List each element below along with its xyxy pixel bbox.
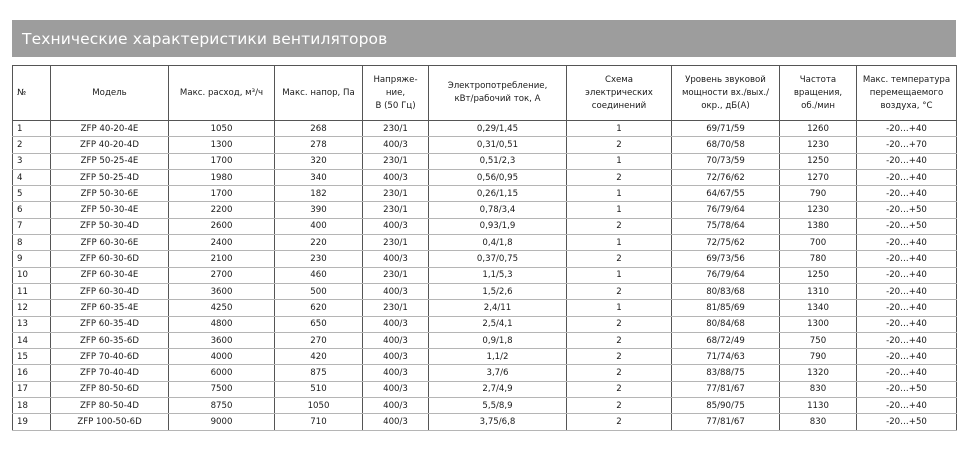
table-row (13, 121, 957, 137)
cell-sound: 72/76/62 (672, 169, 780, 185)
cell-max-flow: 3600 (169, 283, 275, 299)
header-wiring-diagram: Схема электрических соединений (567, 66, 672, 121)
cell-sound: 68/72/49 (672, 332, 780, 348)
cell-temperature: -20…+40 (857, 251, 957, 267)
cell-wiring: 2 (567, 283, 672, 299)
cell-power: 5,5/8,9 (429, 398, 567, 414)
cell-speed: 1310 (780, 283, 857, 299)
cell-temperature: -20…+40 (857, 235, 957, 251)
table-row (13, 398, 957, 414)
cell-speed: 1320 (780, 365, 857, 381)
header-sound-power: Уровень звуковой мощности вх./вых./ окр., дБ(А) (672, 66, 780, 121)
cell-temperature: -20…+40 (857, 332, 957, 348)
cell-power: 0,51/2,3 (429, 153, 567, 169)
cell-wiring: 2 (567, 349, 672, 365)
cell-number: 3 (13, 153, 51, 169)
table-row (13, 414, 957, 430)
cell-wiring: 2 (567, 332, 672, 348)
table-row (13, 332, 957, 348)
table-row (13, 218, 957, 234)
cell-sound: 80/83/68 (672, 283, 780, 299)
cell-wiring: 2 (567, 414, 672, 430)
cell-model: ZFP 70-40-4D (51, 365, 169, 381)
cell-wiring: 1 (567, 300, 672, 316)
cell-temperature: -20…+50 (857, 202, 957, 218)
cell-sound: 76/79/64 (672, 202, 780, 218)
table-row (13, 316, 957, 332)
cell-speed: 790 (780, 186, 857, 202)
cell-max-pressure: 620 (275, 300, 363, 316)
cell-number: 9 (13, 251, 51, 267)
cell-voltage: 230/1 (363, 153, 429, 169)
cell-number: 6 (13, 202, 51, 218)
cell-model: ZFP 80-50-4D (51, 398, 169, 414)
cell-voltage: 400/3 (363, 365, 429, 381)
table-row (13, 137, 957, 153)
cell-number: 8 (13, 235, 51, 251)
cell-voltage: 400/3 (363, 316, 429, 332)
cell-model: ZFP 40-20-4E (51, 121, 169, 137)
cell-power: 0,4/1,8 (429, 235, 567, 251)
cell-sound: 70/73/59 (672, 153, 780, 169)
cell-model: ZFP 60-35-4D (51, 316, 169, 332)
cell-sound: 68/70/58 (672, 137, 780, 153)
cell-max-flow: 1700 (169, 186, 275, 202)
cell-wiring: 2 (567, 218, 672, 234)
cell-speed: 790 (780, 349, 857, 365)
cell-voltage: 400/3 (363, 349, 429, 365)
cell-max-flow: 2400 (169, 235, 275, 251)
cell-number: 14 (13, 332, 51, 348)
table-row (13, 251, 957, 267)
cell-power: 0,26/1,15 (429, 186, 567, 202)
cell-max-pressure: 510 (275, 381, 363, 397)
cell-sound: 85/90/75 (672, 398, 780, 414)
cell-number: 17 (13, 381, 51, 397)
cell-voltage: 400/3 (363, 218, 429, 234)
cell-speed: 1130 (780, 398, 857, 414)
cell-voltage: 400/3 (363, 251, 429, 267)
cell-sound: 77/81/67 (672, 414, 780, 430)
cell-model: ZFP 60-30-6D (51, 251, 169, 267)
table-row (13, 365, 957, 381)
cell-speed: 1250 (780, 153, 857, 169)
cell-max-flow: 1980 (169, 169, 275, 185)
cell-voltage: 400/3 (363, 381, 429, 397)
cell-model: ZFP 50-25-4D (51, 169, 169, 185)
cell-sound: 76/79/64 (672, 267, 780, 283)
cell-wiring: 2 (567, 365, 672, 381)
table-row (13, 381, 957, 397)
cell-voltage: 400/3 (363, 169, 429, 185)
cell-speed: 1270 (780, 169, 857, 185)
cell-model: ZFP 100-50-6D (51, 414, 169, 430)
cell-sound: 83/88/75 (672, 365, 780, 381)
cell-wiring: 1 (567, 153, 672, 169)
cell-wiring: 1 (567, 186, 672, 202)
cell-power: 0,31/0,51 (429, 137, 567, 153)
header-rotation-speed: Частота вращения, об./мин (780, 66, 857, 121)
cell-wiring: 2 (567, 137, 672, 153)
cell-speed: 1380 (780, 218, 857, 234)
cell-temperature: -20…+70 (857, 137, 957, 153)
cell-model: ZFP 60-35-4E (51, 300, 169, 316)
cell-speed: 830 (780, 381, 857, 397)
cell-temperature: -20…+40 (857, 186, 957, 202)
cell-power: 0,9/1,8 (429, 332, 567, 348)
cell-max-flow: 2700 (169, 267, 275, 283)
cell-sound: 72/75/62 (672, 235, 780, 251)
cell-model: ZFP 50-30-4D (51, 218, 169, 234)
cell-power: 2,4/11 (429, 300, 567, 316)
cell-sound: 69/71/59 (672, 121, 780, 137)
cell-max-flow: 1050 (169, 121, 275, 137)
cell-wiring: 1 (567, 202, 672, 218)
cell-voltage: 230/1 (363, 186, 429, 202)
header-max-temperature: Макс. температура перемещаемого воздуха, °С (857, 66, 957, 121)
cell-max-flow: 8750 (169, 398, 275, 414)
cell-number: 18 (13, 398, 51, 414)
title-banner (12, 20, 956, 57)
cell-sound: 75/78/64 (672, 218, 780, 234)
cell-power: 2,7/4,9 (429, 381, 567, 397)
cell-wiring: 2 (567, 169, 672, 185)
table-row (13, 235, 957, 251)
cell-number: 7 (13, 218, 51, 234)
cell-max-flow: 4800 (169, 316, 275, 332)
cell-max-pressure: 340 (275, 169, 363, 185)
cell-speed: 1230 (780, 137, 857, 153)
cell-voltage: 400/3 (363, 283, 429, 299)
table-body (13, 121, 957, 431)
cell-power: 1,5/2,6 (429, 283, 567, 299)
header-power-consumption: Электропотребление, кВт/рабочий ток, А (429, 66, 567, 121)
cell-number: 1 (13, 121, 51, 137)
cell-max-flow: 4000 (169, 349, 275, 365)
cell-max-pressure: 710 (275, 414, 363, 430)
cell-model: ZFP 60-30-4D (51, 283, 169, 299)
cell-sound: 64/67/55 (672, 186, 780, 202)
table-row (13, 153, 957, 169)
cell-power: 0,37/0,75 (429, 251, 567, 267)
cell-max-pressure: 420 (275, 349, 363, 365)
cell-wiring: 2 (567, 398, 672, 414)
table-row (13, 300, 957, 316)
cell-model: ZFP 60-30-6E (51, 235, 169, 251)
cell-voltage: 400/3 (363, 332, 429, 348)
cell-max-pressure: 1050 (275, 398, 363, 414)
cell-number: 4 (13, 169, 51, 185)
cell-power: 3,7/6 (429, 365, 567, 381)
cell-max-flow: 2100 (169, 251, 275, 267)
cell-max-flow: 2200 (169, 202, 275, 218)
cell-number: 15 (13, 349, 51, 365)
cell-max-pressure: 390 (275, 202, 363, 218)
cell-speed: 1300 (780, 316, 857, 332)
cell-power: 0,29/1,45 (429, 121, 567, 137)
table-header-row (13, 66, 957, 121)
header-model: Модель (51, 66, 169, 121)
cell-voltage: 230/1 (363, 235, 429, 251)
cell-max-flow: 9000 (169, 414, 275, 430)
cell-max-pressure: 500 (275, 283, 363, 299)
cell-voltage: 230/1 (363, 300, 429, 316)
cell-number: 11 (13, 283, 51, 299)
cell-model: ZFP 40-20-4D (51, 137, 169, 153)
cell-voltage: 230/1 (363, 267, 429, 283)
cell-temperature: -20…+40 (857, 316, 957, 332)
cell-max-flow: 3600 (169, 332, 275, 348)
cell-voltage: 400/3 (363, 414, 429, 430)
table-row (13, 267, 957, 283)
cell-number: 13 (13, 316, 51, 332)
cell-number: 2 (13, 137, 51, 153)
table-row (13, 186, 957, 202)
cell-temperature: -20…+40 (857, 153, 957, 169)
cell-voltage: 230/1 (363, 121, 429, 137)
cell-temperature: -20…+40 (857, 267, 957, 283)
cell-temperature: -20…+40 (857, 300, 957, 316)
cell-number: 10 (13, 267, 51, 283)
cell-power: 0,78/3,4 (429, 202, 567, 218)
cell-voltage: 400/3 (363, 137, 429, 153)
cell-voltage: 230/1 (363, 202, 429, 218)
cell-max-pressure: 220 (275, 235, 363, 251)
cell-power: 2,5/4,1 (429, 316, 567, 332)
cell-power: 3,75/6,8 (429, 414, 567, 430)
cell-model: ZFP 70-40-6D (51, 349, 169, 365)
cell-speed: 1260 (780, 121, 857, 137)
cell-temperature: -20…+40 (857, 121, 957, 137)
cell-sound: 81/85/69 (672, 300, 780, 316)
cell-wiring: 1 (567, 235, 672, 251)
cell-temperature: -20…+50 (857, 414, 957, 430)
cell-sound: 80/84/68 (672, 316, 780, 332)
cell-number: 12 (13, 300, 51, 316)
page-title: Технические характеристики вентиляторов (22, 29, 388, 48)
cell-max-pressure: 875 (275, 365, 363, 381)
cell-model: ZFP 60-30-4E (51, 267, 169, 283)
cell-voltage: 400/3 (363, 398, 429, 414)
cell-power: 1,1/5,3 (429, 267, 567, 283)
cell-speed: 750 (780, 332, 857, 348)
cell-sound: 77/81/67 (672, 381, 780, 397)
cell-max-pressure: 268 (275, 121, 363, 137)
cell-max-pressure: 182 (275, 186, 363, 202)
cell-wiring: 1 (567, 267, 672, 283)
header-max-flow: Макс. расход, м³/ч (169, 66, 275, 121)
table-row (13, 202, 957, 218)
cell-max-pressure: 400 (275, 218, 363, 234)
cell-model: ZFP 60-35-6D (51, 332, 169, 348)
cell-power: 0,93/1,9 (429, 218, 567, 234)
table-row (13, 283, 957, 299)
cell-max-pressure: 650 (275, 316, 363, 332)
cell-model: ZFP 50-25-4E (51, 153, 169, 169)
cell-max-pressure: 230 (275, 251, 363, 267)
cell-speed: 780 (780, 251, 857, 267)
cell-temperature: -20…+50 (857, 381, 957, 397)
table-row (13, 169, 957, 185)
cell-wiring: 2 (567, 251, 672, 267)
cell-temperature: -20…+40 (857, 398, 957, 414)
cell-max-flow: 6000 (169, 365, 275, 381)
cell-model: ZFP 50-30-6E (51, 186, 169, 202)
cell-speed: 830 (780, 414, 857, 430)
cell-speed: 700 (780, 235, 857, 251)
fan-specs-table (12, 65, 957, 431)
cell-temperature: -20…+40 (857, 169, 957, 185)
cell-max-flow: 1700 (169, 153, 275, 169)
header-number: № (13, 66, 51, 121)
cell-speed: 1340 (780, 300, 857, 316)
cell-wiring: 1 (567, 121, 672, 137)
cell-temperature: -20…+40 (857, 349, 957, 365)
cell-temperature: -20…+40 (857, 365, 957, 381)
cell-speed: 1250 (780, 267, 857, 283)
cell-temperature: -20…+40 (857, 283, 957, 299)
cell-number: 16 (13, 365, 51, 381)
cell-speed: 1230 (780, 202, 857, 218)
cell-power: 1,1/2 (429, 349, 567, 365)
cell-max-pressure: 460 (275, 267, 363, 283)
cell-sound: 71/74/63 (672, 349, 780, 365)
cell-model: ZFP 80-50-6D (51, 381, 169, 397)
header-voltage: Напряже- ние, В (50 Гц) (363, 66, 429, 121)
cell-max-flow: 2600 (169, 218, 275, 234)
cell-model: ZFP 50-30-4E (51, 202, 169, 218)
cell-max-pressure: 320 (275, 153, 363, 169)
header-max-pressure: Макс. напор, Па (275, 66, 363, 121)
cell-power: 0,56/0,95 (429, 169, 567, 185)
cell-max-pressure: 270 (275, 332, 363, 348)
cell-sound: 69/73/56 (672, 251, 780, 267)
cell-number: 5 (13, 186, 51, 202)
cell-max-flow: 1300 (169, 137, 275, 153)
cell-wiring: 2 (567, 381, 672, 397)
cell-max-flow: 7500 (169, 381, 275, 397)
cell-temperature: -20…+50 (857, 218, 957, 234)
cell-number: 19 (13, 414, 51, 430)
cell-wiring: 2 (567, 316, 672, 332)
table-row (13, 349, 957, 365)
cell-max-pressure: 278 (275, 137, 363, 153)
cell-max-flow: 4250 (169, 300, 275, 316)
